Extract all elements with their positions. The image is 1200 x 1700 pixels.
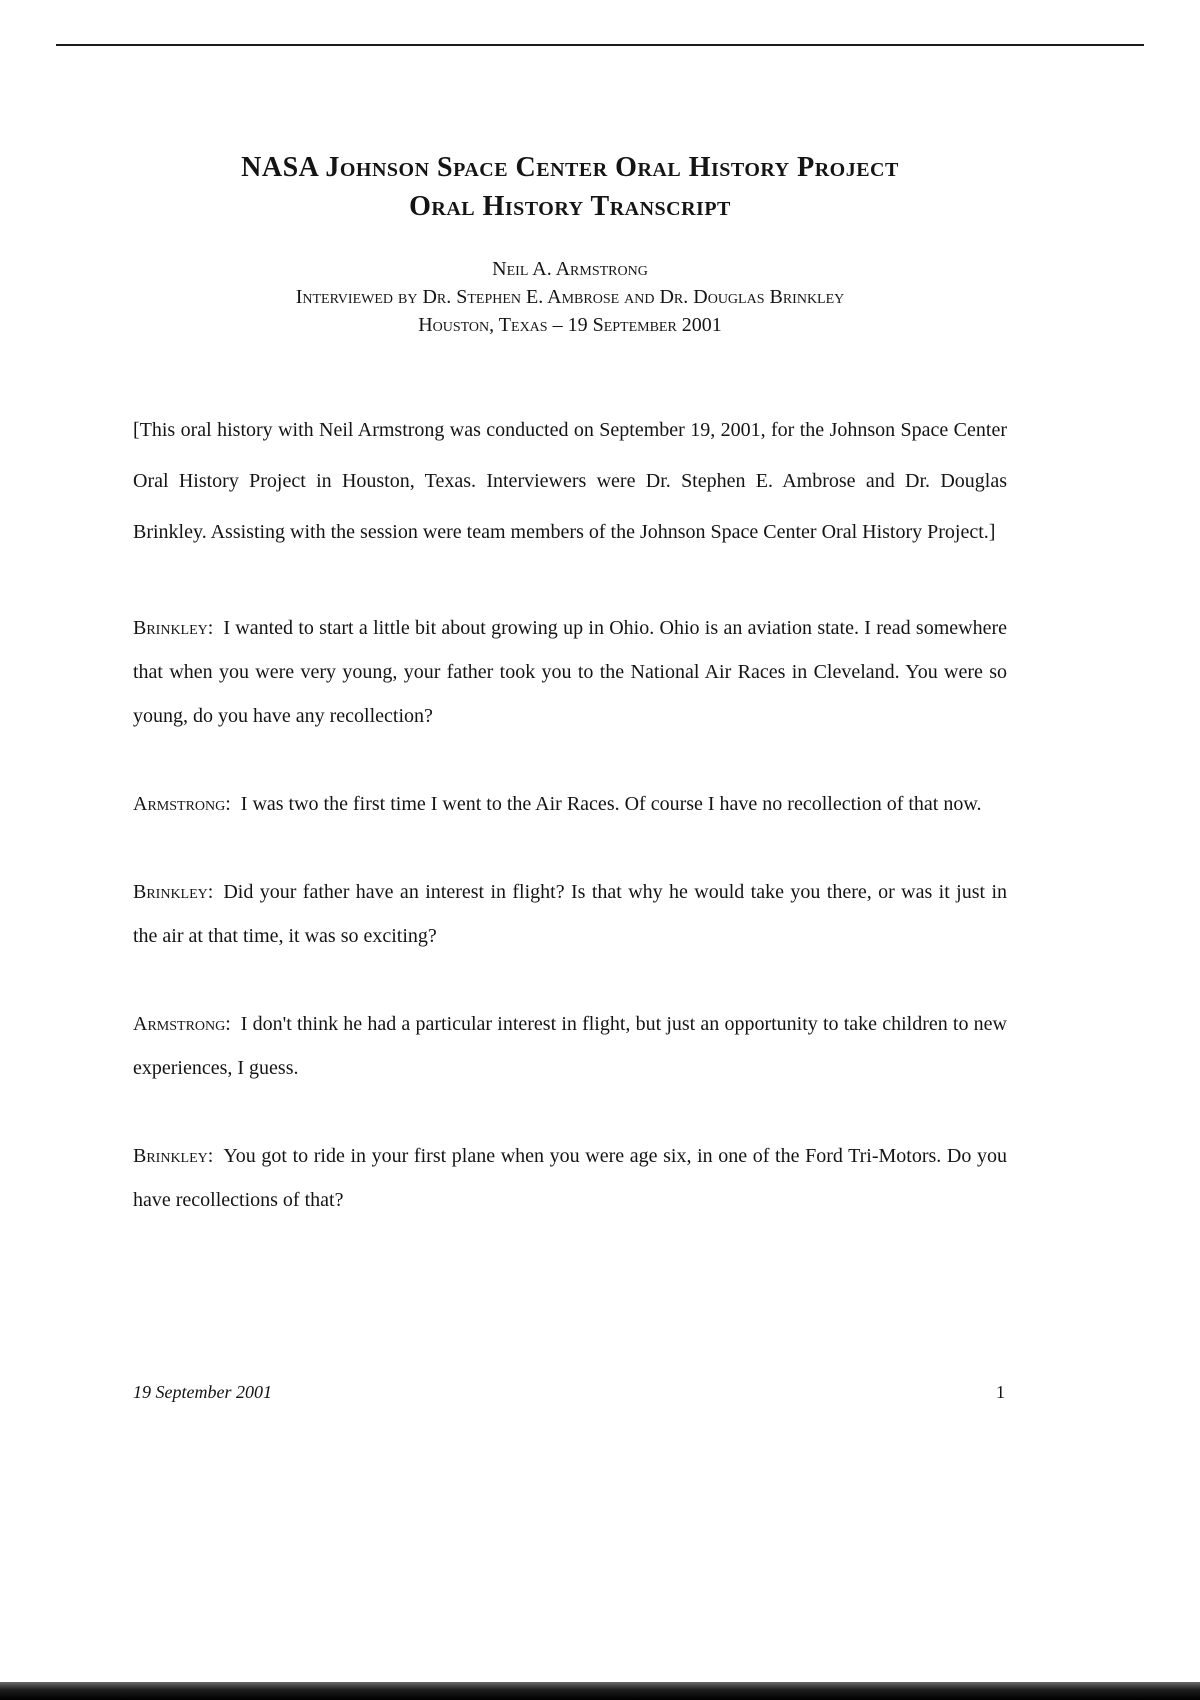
location-date-line: Houston, Texas – 19 September 2001 xyxy=(418,313,722,336)
speaker-label: Brinkley: xyxy=(133,617,214,640)
footer-page-number: 1 xyxy=(996,1382,1005,1402)
subject-name: Neil A. Armstrong xyxy=(492,258,648,281)
page-footer xyxy=(133,1382,1005,1403)
dialogue-paragraph xyxy=(133,606,1007,738)
top-rule-divider xyxy=(56,44,1144,46)
dialogue-section xyxy=(133,606,1007,1222)
speaker-label: Brinkley: xyxy=(133,1145,214,1168)
dialogue-text: You got to ride in your first plane when you were age six, in one of the Ford Tri-Motors. Do you have recollections of that? xyxy=(133,1145,1007,1212)
document-title-line1: NASA Johnson Space Center Oral History Project xyxy=(241,152,899,183)
dialogue-text: I don't think he had a particular interest in flight, but just an opportunity to take children to new experiences, I guess. xyxy=(133,1013,1007,1080)
footer-date: 19 September 2001 xyxy=(133,1382,272,1402)
document-subtitle xyxy=(133,256,1007,339)
dialogue-paragraph xyxy=(133,1134,1007,1222)
interviewers-line: Interviewed by Dr. Stephen E. Ambrose and Dr. Douglas Brinkley xyxy=(295,285,845,308)
speaker-label: Armstrong: xyxy=(133,1013,231,1036)
dialogue-paragraph xyxy=(133,782,1007,826)
dialogue-paragraph xyxy=(133,870,1007,958)
dialogue-text: Did your father have an interest in flight? Is that why he would take you there, or was it just in the air at that time, it was so exciting? xyxy=(133,881,1007,948)
document-title-line2: Oral History Transcript xyxy=(409,191,731,223)
speaker-label: Brinkley: xyxy=(133,881,214,904)
dialogue-paragraph xyxy=(133,1002,1007,1090)
page-content xyxy=(133,148,1007,1242)
scan-bottom-edge xyxy=(0,1682,1200,1700)
dialogue-text: I was two the first time I went to the Air Races. Of course I have no recollection of that now. xyxy=(240,793,982,816)
speaker-label: Armstrong: xyxy=(133,793,231,816)
document-title xyxy=(133,148,1007,226)
dialogue-text: I wanted to start a little bit about growing up in Ohio. Ohio is an aviation state. I read somewhere that when you were very young, your father took you to the National Air Races in Cleveland. You were so young, do you have any recollection? xyxy=(133,617,1007,728)
intro-paragraph: [This oral history with Neil Armstrong was conducted on September 19, 2001, for the Johnson Space Center Oral History Project in Houston, Texas. Interviewers were Dr. Stephen E. Ambrose and Dr. Douglas Brinkley. Assisting with the session were team members of the Johnson Space Center Oral History Project.] xyxy=(133,419,1007,544)
